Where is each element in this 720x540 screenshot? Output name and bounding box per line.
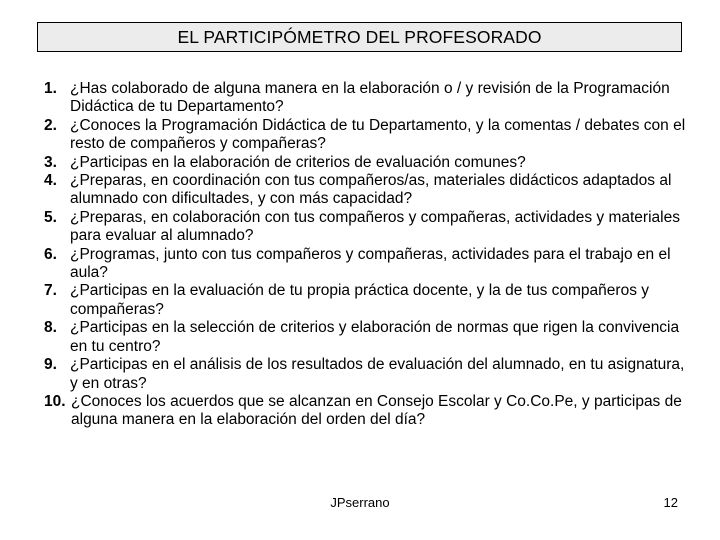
- question-number: 5.: [44, 208, 57, 226]
- question-number: 9.: [44, 356, 57, 374]
- question-number: 4.: [44, 172, 57, 190]
- question-number: 10.: [44, 392, 66, 410]
- question-item: [44, 246, 694, 283]
- question-item: [44, 356, 694, 393]
- question-text: ¿Preparas, en coordinación con tus compañeros/as, materiales didácticos adaptados al alumnado con dificultades, y con más capacidad?: [70, 172, 672, 208]
- question-number: 1.: [44, 80, 57, 97]
- question-text: ¿Participas en la evaluación de tu propia práctica docente, y la de tus compañeros y compañeras?: [70, 282, 649, 318]
- question-number: 8.: [44, 319, 57, 337]
- question-text: ¿Conoces la Programación Didáctica de tu Departamento, y la comentas / debates con el resto de compañeros y compañeras?: [70, 116, 686, 153]
- question-text: ¿Programas, junto con tus compañeros y compañeras, actividades para el trabajo en el aula?: [70, 245, 671, 282]
- question-text: ¿Participas en la elaboración de criterios de evaluación comunes?: [70, 153, 526, 171]
- page-number: 12: [663, 495, 678, 510]
- question-item: [44, 172, 694, 209]
- question-item: [44, 319, 694, 356]
- question-number: 3.: [44, 153, 57, 171]
- question-text: ¿Preparas, en colaboración con tus compañeros y compañeras, actividades y materiales para evaluar al alumnado?: [70, 208, 680, 245]
- question-item: [44, 209, 694, 246]
- question-list: [44, 80, 694, 430]
- question-text: ¿Participas en el análisis de los resultados de evaluación del alumnado, en tu asignatura, y en otras?: [70, 356, 685, 392]
- question-item: [44, 393, 694, 430]
- footer-author: JPserrano: [330, 495, 390, 510]
- question-item: [44, 117, 694, 154]
- title-box: [37, 22, 682, 52]
- question-number: 2.: [44, 116, 57, 134]
- question-text: ¿Has colaborado de alguna manera en la elaboración o / y revisión de la Programación Didáctica de tu Departamento?: [70, 80, 670, 116]
- question-text: ¿Conoces los acuerdos que se alcanzan en Consejo Escolar y Co.Co.Pe, y participas de alguna manera en la elaboración del orden del día?: [71, 392, 682, 429]
- question-item: [44, 80, 694, 117]
- question-text: ¿Participas en la selección de criterios y elaboración de normas que rigen la convivencia en tu centro?: [70, 319, 680, 355]
- question-item: [44, 154, 694, 172]
- question-item: [44, 282, 694, 319]
- slide-title: EL PARTICIPÓMETRO DEL PROFESORADO: [177, 26, 542, 47]
- question-number: 7.: [44, 282, 57, 300]
- question-number: 6.: [44, 245, 57, 263]
